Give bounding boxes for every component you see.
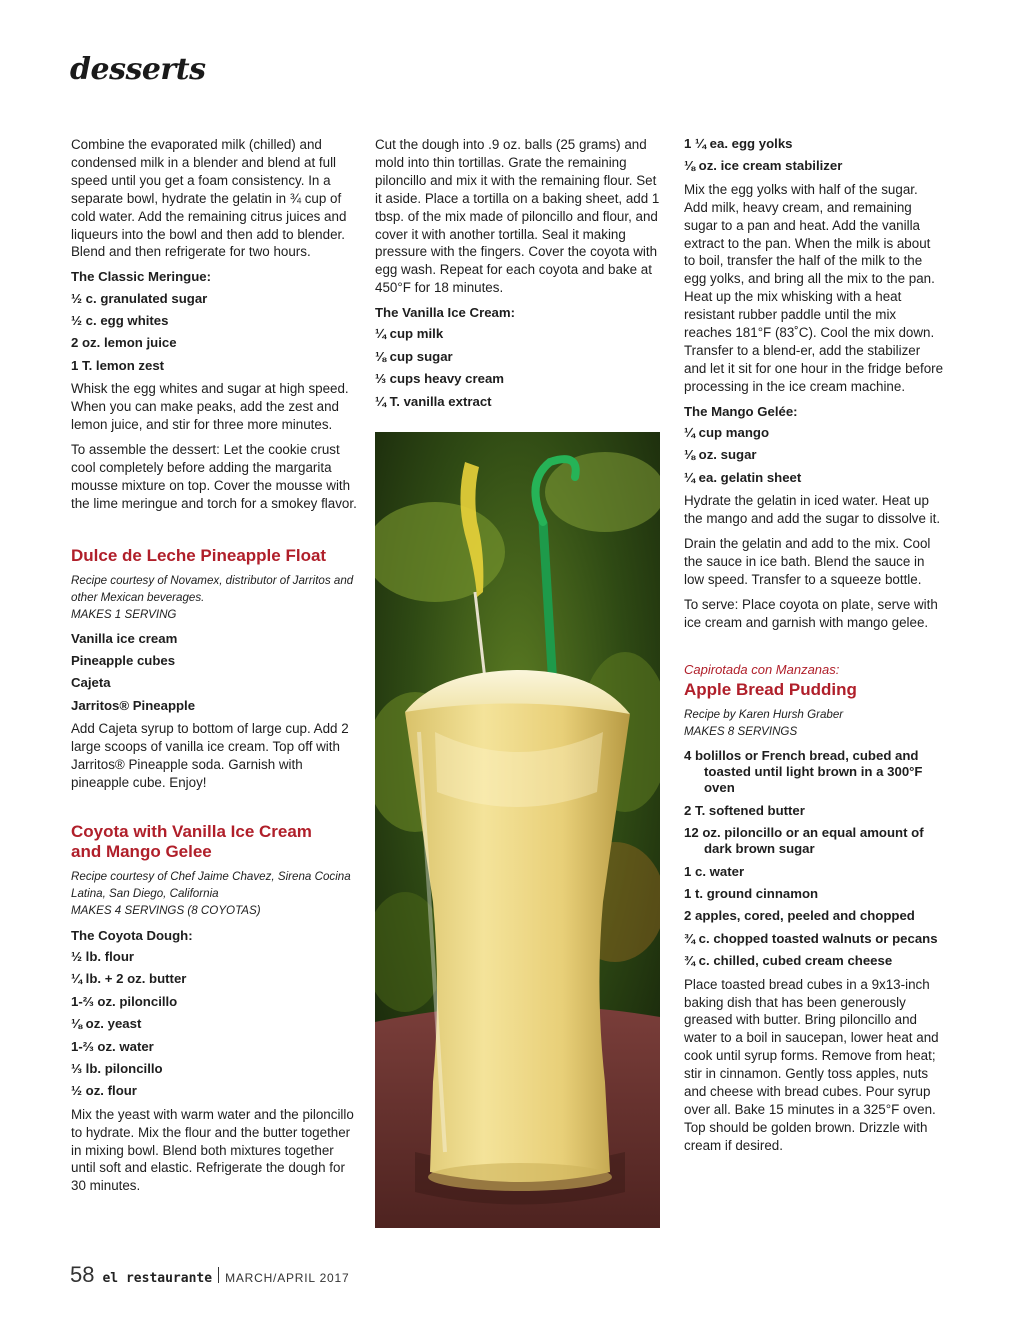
ingredient: 12 oz. piloncillo or an equal amount of dark brown sugar [684, 825, 924, 857]
servings: MAKES 4 SERVINGS (8 COYOTAS) [71, 903, 261, 917]
ingredient: ⅛ cup sugar [375, 348, 453, 364]
ingredient: 1-⅔ oz. piloncillo [71, 993, 178, 1009]
title-line: and Mango Gelee [71, 841, 212, 861]
ice-cream-method: Mix the egg yolks with half of the sugar. Add milk, heavy cream, and remaining sugar to a pan and heat. Add the vanilla extract to the pan. When the milk is about to boil, transfer the half of the milk to the egg yolks, and bring all the mix to the pan. Heat up the mix whisking with a heat resistant rubber paddle until the mix reaches 181°F (83˚C). Cool the mix down. Transfer to a blend-er, add the stabilizer and let it sit for one hour in the fridge before processing in the ice cream machine. [684, 181, 944, 394]
ingredient: 2 T. softened butter [684, 802, 805, 818]
ingredient: ¼ T. vanilla extract [375, 393, 492, 409]
servings: MAKES 1 SERVING [71, 607, 177, 621]
recipe-credit [71, 572, 361, 623]
ingredient: Vanilla ice cream [71, 630, 178, 646]
ingredient: ⅛ oz. yeast [71, 1016, 142, 1032]
ingredient: 1 c. water [684, 863, 745, 879]
ingredient: 4 bolillos or French bread, cubed and toasted until light brown in a 300°F oven [684, 748, 923, 796]
ingredient: ½ oz. flour [71, 1083, 137, 1099]
ingredient: Cajeta [71, 675, 111, 691]
float-method: Add Cajeta syrup to bottom of large cup. Add 2 large scoops of vanilla ice cream. Top off with Jarritos® Pineapple soda. Garnish with pineapple cube. Enjoy! [71, 721, 349, 790]
servings: MAKES 8 SERVINGS [684, 725, 798, 739]
ingredient: ⅓ cups heavy cream [375, 371, 505, 387]
assemble-instructions: To assemble the dessert: Let the cookie crust cool completely before adding the margarita mousse mixture on top. Cover the mousse with the lime meringue and torch for a smokey flavor. [71, 441, 357, 511]
ingredient: 1 T. lemon zest [71, 357, 165, 373]
dough-method: Mix the yeast with warm water and the piloncillo to hydrate. Mix the flour and the butter together in mixing bowl. Blend both mixtures together until soft and elastic. Refrigerate the dough for 30 minutes. [71, 1106, 354, 1194]
pudding-method: Place toasted bread cubes in a 9x13-inch baking dish that has been generously greased with butter. Bring piloncillo and water to a boil in saucepan, lower heat and cook until syrup forms. Remove from heat; stir in cinnamon. Gently toss apples, nuts and cheese with bread cubes. Pour syrup over all. Bake 15 minutes in a 325°F oven. Top should be golden brown. Drizzle with cream if desired. [684, 976, 939, 1153]
credit-text: Recipe courtesy of Novamex, distributor of Jarritos and other Mexican beverages. [71, 573, 354, 604]
page-footer [70, 1262, 349, 1288]
ingredient: ¼ cup mango [684, 424, 769, 440]
dough-heading: The Coyota Dough: [71, 927, 193, 943]
recipe-credit [71, 868, 361, 919]
recipe-title-float: Dulce de Leche Pineapple Float [71, 545, 327, 565]
column-right [684, 136, 944, 1162]
section-title: desserts [70, 52, 206, 87]
ingredient: ⅛ oz. sugar [684, 447, 757, 463]
gelee-method: Hydrate the gelatin in iced water. Heat up the mango and add the sugar to dissolve it. [684, 493, 941, 527]
ingredient: ¾ c. chilled, cubed cream cheese [684, 953, 893, 969]
ingredient: 1-⅔ oz. water [71, 1038, 154, 1054]
recipe-credit [684, 706, 944, 740]
credit-text: Recipe by Karen Hursh Graber [684, 708, 844, 722]
ingredient: ½ lb. flour [71, 949, 135, 965]
ingredient: ⅓ lb. piloncillo [71, 1060, 163, 1076]
credit-text: Recipe courtesy of Chef Jaime Chavez, Sirena Cocina Latina, San Diego, California [71, 869, 351, 900]
publication-name: el restaurante [102, 1271, 213, 1286]
issue-date: MARCH/APRIL 2017 [225, 1271, 350, 1285]
ingredient: ⅛ oz. ice cream stabilizer [684, 158, 843, 174]
ingredient: 1 ¼ ea. egg yolks [684, 136, 793, 151]
recipe-pretitle: Capirotada con Manzanas: [684, 662, 840, 678]
gelee-method: Drain the gelatin and add to the mix. Cool the sauce in ice bath. Blend the sauce in low speed. Transfer to a squeeze bottle. [684, 535, 931, 587]
column-left [71, 136, 361, 1202]
column-middle [375, 136, 660, 416]
ingredient: Jarritos® Pineapple [71, 697, 196, 713]
ingredient: ½ c. granulated sugar [71, 290, 208, 306]
ingredient: 2 apples, cored, peeled and chopped [684, 908, 915, 924]
recipe-title-coyota [71, 822, 361, 862]
title-line: Coyota with Vanilla Ice Cream [71, 821, 312, 841]
ingredient: ¼ lb. + 2 oz. butter [71, 971, 187, 987]
mousse-method: Combine the evaporated milk (chilled) and condensed milk in a blender and blend at full speed until you get a foam consistency. In a separate bowl, hydrate the gelatin in ¾ cup of cold water. Add the remaining citrus juices and liqueurs into the bowl and then add to blender. Blend and then refrigerate for two hours. [71, 137, 347, 260]
ingredient: ½ c. egg whites [71, 313, 169, 329]
dough-method-continued: Cut the dough into .9 oz. balls (25 grams) and mold into thin tortillas. Grate the remaining piloncillo and mix it with the remaining flour. Set it aside. Place a tortilla on a baking sheet, add 1 tbsp. of the mix made of piloncillo and flour, and cover it with another tortilla. Seal it making pressure with the fingers. Cover the coyota with egg wash. Repeat for each coyota and bake at 450°F for 18 minutes. [375, 137, 660, 296]
ingredient: 1 t. ground cinnamon [684, 886, 819, 902]
serving-instructions: To serve: Place coyota on plate, serve with ice cream and garnish with mango gelee. [684, 596, 938, 630]
ingredient: ¼ cup milk [375, 326, 444, 342]
gelee-heading: The Mango Gelée: [684, 403, 798, 419]
page-number: 58 [70, 1262, 95, 1287]
ingredient: Pineapple cubes [71, 652, 176, 668]
ingredient: ¼ ea. gelatin sheet [684, 469, 802, 485]
recipe-title-pudding: Apple Bread Pudding [684, 680, 857, 700]
meringue-heading: The Classic Meringue: [71, 269, 211, 285]
ingredient: ¾ c. chopped toasted walnuts or pecans [684, 930, 938, 946]
meringue-method: Whisk the egg whites and sugar at high speed. When you can make peaks, add the zest and lemon juice, and stir for three more minutes. [71, 381, 349, 433]
footer-divider [218, 1267, 219, 1283]
ingredient: 2 oz. lemon juice [71, 335, 177, 351]
ice-cream-heading: The Vanilla Ice Cream: [375, 305, 515, 321]
float-drink-photo [375, 432, 660, 1228]
